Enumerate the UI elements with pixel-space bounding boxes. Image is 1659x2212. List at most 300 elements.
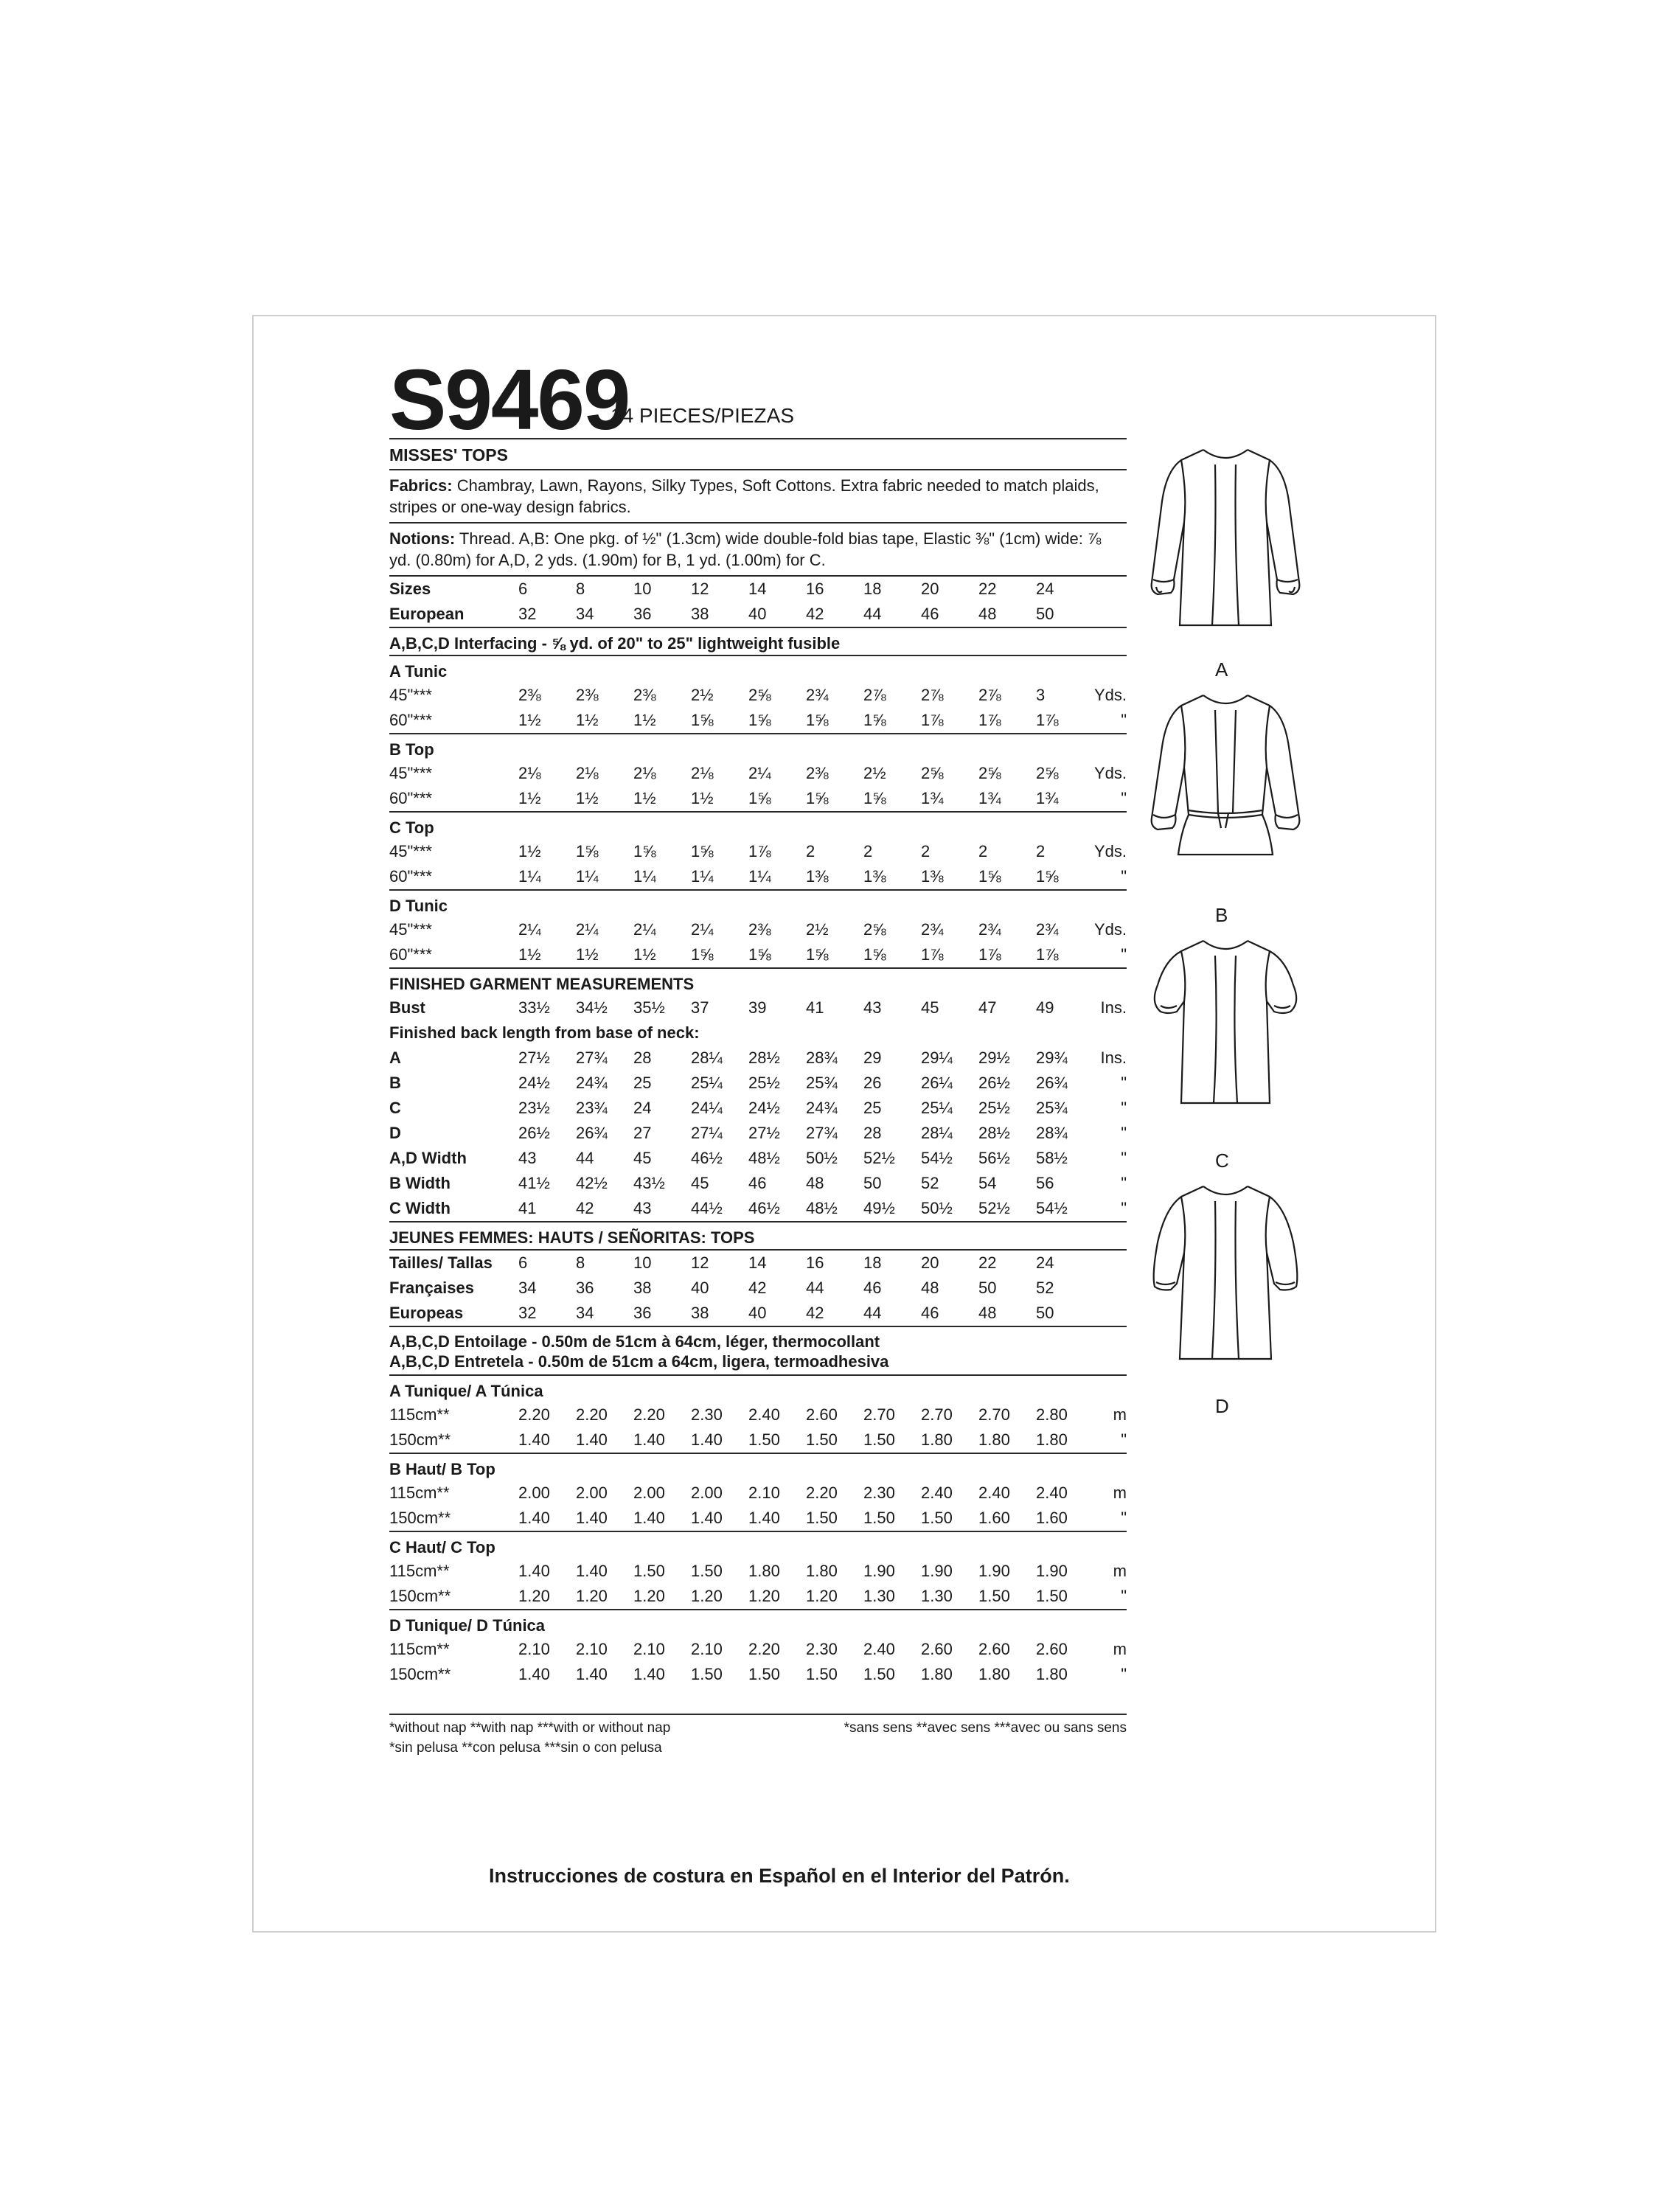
top-c-illustration bbox=[1135, 926, 1316, 1147]
size-value-cell: 2⅛ bbox=[576, 764, 599, 782]
row-label: 115cm** bbox=[389, 1640, 450, 1658]
size-value-cell: 1.40 bbox=[576, 1665, 608, 1683]
size-value-cell: 16 bbox=[806, 1253, 824, 1272]
size-value-cell: 1¼ bbox=[691, 867, 714, 886]
size-value-cell: 40 bbox=[748, 605, 767, 623]
size-value-cell: 2¼ bbox=[576, 920, 599, 939]
footnote-french: *sans sens **avec sens ***avec ou sans sens bbox=[844, 1720, 1127, 1736]
size-value-cell: 2.40 bbox=[748, 1405, 780, 1424]
unit-cell: Yds. bbox=[1093, 764, 1127, 782]
unit-cell bbox=[1093, 1276, 1127, 1301]
unit-cell bbox=[1093, 1251, 1127, 1276]
size-value-cell: 10 bbox=[633, 1253, 652, 1272]
size-value-cell: 1.80 bbox=[748, 1562, 780, 1580]
size-value-cell: 23½ bbox=[518, 1099, 550, 1117]
size-value-cell: 1½ bbox=[576, 711, 599, 729]
size-value-cell: 1.80 bbox=[806, 1562, 838, 1580]
size-value-cell: 1¾ bbox=[921, 789, 944, 807]
size-value-cell: 1½ bbox=[518, 945, 541, 964]
yardage-row bbox=[389, 942, 1127, 967]
size-value-cell: 2⅛ bbox=[518, 764, 541, 782]
entoilage-note: A,B,C,D Entoilage - 0.50m de 51cm à 64cm, léger, thermocollant bbox=[389, 1332, 880, 1351]
size-value-cell: 2⅜ bbox=[518, 686, 541, 704]
view-c-drawing bbox=[1135, 926, 1316, 1172]
size-value-cell: 1.40 bbox=[691, 1509, 723, 1527]
size-value-cell: 34 bbox=[576, 605, 594, 623]
size-value-cell: 1.50 bbox=[863, 1509, 895, 1527]
row-label: 115cm** bbox=[389, 1484, 450, 1502]
unit-cell: Yds. bbox=[1093, 842, 1127, 860]
francaises-row bbox=[389, 1276, 1127, 1301]
row-label: 60"*** bbox=[389, 789, 432, 807]
size-value-cell: 8 bbox=[576, 1253, 585, 1272]
size-value-cell: 27½ bbox=[518, 1048, 550, 1067]
size-value-cell: 2½ bbox=[863, 764, 886, 782]
size-value-cell: 22 bbox=[978, 1253, 997, 1272]
size-value-cell: 1.50 bbox=[748, 1430, 780, 1449]
size-value-cell: 1.30 bbox=[921, 1587, 953, 1605]
size-value-cell: 2.60 bbox=[921, 1640, 953, 1658]
view-drawings bbox=[1135, 435, 1316, 1417]
size-value-cell: 2 bbox=[806, 842, 815, 860]
size-value-cell: 54 bbox=[978, 1174, 997, 1192]
size-value-cell: 1½ bbox=[518, 711, 541, 729]
size-value-cell: 2.20 bbox=[576, 1405, 608, 1424]
size-value-cell: 1⅝ bbox=[691, 842, 714, 860]
size-value-cell: 1.50 bbox=[691, 1562, 723, 1580]
size-value-cell: 2⅞ bbox=[921, 686, 944, 704]
size-value-cell: 48 bbox=[921, 1279, 939, 1297]
size-value-cell: 26¾ bbox=[1036, 1074, 1068, 1092]
size-value-cell: 26½ bbox=[518, 1124, 550, 1142]
size-value-cell: 24 bbox=[633, 1099, 652, 1117]
back-length-title-row bbox=[389, 1020, 1127, 1046]
yardage-row bbox=[389, 917, 1127, 942]
size-value-cell: 1¾ bbox=[978, 789, 1001, 807]
size-value-cell: 2.20 bbox=[518, 1405, 550, 1424]
size-value-cell: 42 bbox=[748, 1279, 767, 1297]
size-value-cell: 25¼ bbox=[921, 1099, 953, 1117]
size-value-cell: 38 bbox=[633, 1279, 652, 1297]
fabrics-label: Fabrics: bbox=[389, 476, 453, 495]
yardage-row bbox=[389, 864, 1127, 889]
row-label: 115cm** bbox=[389, 1562, 450, 1580]
row-label: 150cm** bbox=[389, 1587, 451, 1605]
size-value-cell: 2.20 bbox=[748, 1640, 780, 1658]
size-value-cell: 1.90 bbox=[978, 1562, 1010, 1580]
size-value-cell: 28¼ bbox=[691, 1048, 723, 1067]
view-c-yardage bbox=[389, 839, 1127, 889]
measurement-row bbox=[389, 1046, 1127, 1071]
tallas-table bbox=[389, 1251, 1127, 1326]
size-value-cell: 28 bbox=[633, 1048, 652, 1067]
size-value-cell: 6 bbox=[518, 1253, 528, 1272]
row-label: 45"*** bbox=[389, 920, 432, 939]
view-d-drawing bbox=[1135, 1172, 1316, 1417]
interfacing-note: A,B,C,D Interfacing - ⅝ yd. of 20" to 25" lightweight fusible bbox=[389, 634, 841, 653]
size-value-cell: 1.80 bbox=[921, 1665, 953, 1683]
size-value-cell: 12 bbox=[691, 1253, 709, 1272]
measurement-row bbox=[389, 1096, 1127, 1121]
size-value-cell: 25¾ bbox=[1036, 1099, 1068, 1117]
size-value-cell: 2.30 bbox=[863, 1484, 895, 1502]
size-value-cell: 2.10 bbox=[691, 1640, 723, 1658]
size-value-cell: 25 bbox=[633, 1074, 652, 1092]
unit-cell: m bbox=[1113, 1405, 1127, 1424]
size-value-cell: 50 bbox=[1036, 605, 1054, 623]
notions-block bbox=[389, 524, 1127, 575]
size-value-cell: 28½ bbox=[978, 1124, 1010, 1142]
size-value-cell: 24 bbox=[1036, 1253, 1054, 1272]
footnotes bbox=[389, 1715, 1127, 1738]
size-value-cell: 26½ bbox=[978, 1074, 1010, 1092]
view-c-metric-yardage bbox=[389, 1559, 1127, 1609]
size-value-cell: 2⅞ bbox=[978, 686, 1001, 704]
row-label: Bust bbox=[389, 998, 425, 1017]
size-value-cell: 1.30 bbox=[863, 1587, 895, 1605]
yardage-row bbox=[389, 683, 1127, 708]
size-value-cell: 1¼ bbox=[748, 867, 771, 886]
size-value-cell: 2⅝ bbox=[863, 920, 886, 939]
row-label: 150cm** bbox=[389, 1430, 451, 1449]
row-label: 45"*** bbox=[389, 764, 432, 782]
size-value-cell: 2.30 bbox=[691, 1405, 723, 1424]
notions-label: Notions: bbox=[389, 529, 456, 548]
size-value-cell: 1.90 bbox=[1036, 1562, 1068, 1580]
view-c-metric-title: C Haut/ C Top bbox=[389, 1538, 495, 1557]
size-value-cell: 2.10 bbox=[748, 1484, 780, 1502]
row-label: Sizes bbox=[389, 580, 431, 598]
view-d-title: D Tunic bbox=[389, 897, 448, 915]
size-value-cell: 1.60 bbox=[978, 1509, 1010, 1527]
size-value-cell: 48 bbox=[806, 1174, 824, 1192]
measurement-row bbox=[389, 1196, 1127, 1221]
size-value-cell: 28¾ bbox=[1036, 1124, 1068, 1142]
view-d-metric-yardage bbox=[389, 1637, 1127, 1687]
size-value-cell: 2 bbox=[921, 842, 931, 860]
size-value-cell: 2 bbox=[1036, 842, 1046, 860]
size-value-cell: 2¾ bbox=[978, 920, 1001, 939]
yardage-row bbox=[389, 786, 1127, 811]
size-value-cell: 1.80 bbox=[978, 1430, 1010, 1449]
size-value-cell: 43½ bbox=[633, 1174, 665, 1192]
size-value-cell: 2⅛ bbox=[691, 764, 714, 782]
size-value-cell: 27¾ bbox=[576, 1048, 608, 1067]
size-value-cell: 2½ bbox=[806, 920, 829, 939]
row-label: B Width bbox=[389, 1174, 451, 1192]
unit-cell: " bbox=[1121, 1124, 1127, 1142]
size-value-cell: 48½ bbox=[806, 1199, 838, 1217]
size-value-cell: 14 bbox=[748, 580, 767, 598]
size-value-cell: 41 bbox=[518, 1199, 537, 1217]
view-b-label: B bbox=[1215, 904, 1228, 926]
size-value-cell: 29¾ bbox=[1036, 1048, 1068, 1067]
size-value-cell: 18 bbox=[863, 580, 882, 598]
size-value-cell: 28 bbox=[863, 1124, 882, 1142]
size-value-cell: 41 bbox=[806, 998, 824, 1017]
entretela-note: A,B,C,D Entretela - 0.50m de 51cm a 64cm, ligera, termoadhesiva bbox=[389, 1352, 889, 1371]
size-value-cell: 38 bbox=[691, 1304, 709, 1322]
row-label: 60"*** bbox=[389, 945, 432, 964]
size-value-cell: 1⅝ bbox=[863, 945, 886, 964]
size-value-cell: 2.20 bbox=[806, 1484, 838, 1502]
row-label: European bbox=[389, 605, 465, 623]
size-value-cell: 34 bbox=[518, 1279, 537, 1297]
yardage-row bbox=[389, 761, 1127, 786]
unit-cell: " bbox=[1121, 1587, 1127, 1605]
size-value-cell: 27¾ bbox=[806, 1124, 838, 1142]
footnotes-spanish bbox=[389, 1738, 1127, 1758]
size-value-cell: 52 bbox=[921, 1174, 939, 1192]
view-a-drawing bbox=[1135, 435, 1316, 681]
view-b-metric-yardage bbox=[389, 1481, 1127, 1531]
size-value-cell: 1.40 bbox=[633, 1509, 665, 1527]
size-value-cell: 1.90 bbox=[863, 1562, 895, 1580]
unit-cell: " bbox=[1121, 1099, 1127, 1117]
size-value-cell: 44 bbox=[806, 1279, 824, 1297]
size-value-cell: 48 bbox=[978, 605, 997, 623]
size-value-cell: 27 bbox=[633, 1124, 652, 1142]
size-value-cell: 2.40 bbox=[863, 1640, 895, 1658]
size-value-cell: 25 bbox=[863, 1099, 882, 1117]
unit-cell: " bbox=[1121, 711, 1127, 729]
size-value-cell: 1.80 bbox=[978, 1665, 1010, 1683]
size-value-cell: 45 bbox=[691, 1174, 709, 1192]
row-label: Tailles/ Tallas bbox=[389, 1253, 493, 1272]
row-label: Françaises bbox=[389, 1279, 474, 1297]
size-value-cell: 2¾ bbox=[921, 920, 944, 939]
size-value-cell: 1.20 bbox=[576, 1587, 608, 1605]
view-c-label: C bbox=[1215, 1150, 1229, 1172]
size-value-cell: 1½ bbox=[633, 945, 656, 964]
sizes-row bbox=[389, 577, 1127, 602]
size-value-cell: 1.80 bbox=[1036, 1665, 1068, 1683]
unit-cell: Yds. bbox=[1093, 686, 1127, 704]
size-value-cell: 42 bbox=[806, 1304, 824, 1322]
size-value-cell: 1.50 bbox=[978, 1587, 1010, 1605]
size-value-cell: 2¾ bbox=[1036, 920, 1059, 939]
size-value-cell: 1¼ bbox=[633, 867, 656, 886]
row-label: 150cm** bbox=[389, 1665, 451, 1683]
size-value-cell: 37 bbox=[691, 998, 709, 1017]
size-value-cell: 1⅜ bbox=[921, 867, 944, 886]
size-value-cell: 1.50 bbox=[691, 1665, 723, 1683]
size-value-cell: 1.60 bbox=[1036, 1509, 1068, 1527]
unit-cell bbox=[1093, 602, 1127, 627]
unit-cell: " bbox=[1121, 1665, 1127, 1683]
size-value-cell: 27¼ bbox=[691, 1124, 723, 1142]
size-value-cell: 1.40 bbox=[518, 1430, 550, 1449]
size-value-cell: 42 bbox=[576, 1199, 594, 1217]
view-a-label: A bbox=[1215, 658, 1228, 681]
size-value-cell: 2.00 bbox=[633, 1484, 665, 1502]
size-value-cell: 28½ bbox=[748, 1048, 780, 1067]
section-title-misses-tops: MISSES' TOPS bbox=[389, 445, 508, 465]
size-value-cell: 10 bbox=[633, 580, 652, 598]
size-value-cell: 1⅝ bbox=[863, 789, 886, 807]
size-value-cell: 25½ bbox=[748, 1074, 780, 1092]
size-value-cell: 1.40 bbox=[691, 1430, 723, 1449]
unit-cell: " bbox=[1121, 1509, 1127, 1527]
size-value-cell: 49½ bbox=[863, 1199, 895, 1217]
yardage-row bbox=[389, 1402, 1127, 1427]
size-value-cell: 2.20 bbox=[633, 1405, 665, 1424]
size-value-cell: 32 bbox=[518, 605, 537, 623]
size-value-cell: 1.40 bbox=[576, 1562, 608, 1580]
row-label: 150cm** bbox=[389, 1509, 451, 1527]
size-value-cell: 1⅝ bbox=[806, 711, 829, 729]
size-value-cell: 46 bbox=[921, 605, 939, 623]
size-value-cell: 1½ bbox=[518, 789, 541, 807]
view-b-yardage bbox=[389, 761, 1127, 811]
size-value-cell: 45 bbox=[633, 1149, 652, 1167]
size-value-cell: 1.50 bbox=[806, 1430, 838, 1449]
unit-cell bbox=[1093, 1301, 1127, 1326]
row-label: A,D Width bbox=[389, 1149, 467, 1167]
size-value-cell: 48½ bbox=[748, 1149, 780, 1167]
size-value-cell: 2.40 bbox=[921, 1484, 953, 1502]
size-value-cell: 46½ bbox=[748, 1199, 780, 1217]
size-value-cell: 1½ bbox=[633, 789, 656, 807]
measurement-row bbox=[389, 1171, 1127, 1196]
top-b-illustration bbox=[1135, 681, 1316, 902]
size-value-cell: 1.40 bbox=[518, 1665, 550, 1683]
unit-cell: m bbox=[1113, 1640, 1127, 1658]
size-value-cell: 20 bbox=[921, 580, 939, 598]
size-value-cell: 1⅞ bbox=[748, 842, 771, 860]
size-value-cell: 27½ bbox=[748, 1124, 780, 1142]
size-value-cell: 50 bbox=[978, 1279, 997, 1297]
size-value-cell: 1½ bbox=[576, 789, 599, 807]
size-value-cell: 1¾ bbox=[1036, 789, 1059, 807]
size-value-cell: 2⅛ bbox=[633, 764, 656, 782]
size-value-cell: 50 bbox=[863, 1174, 882, 1192]
yardage-row bbox=[389, 1584, 1127, 1609]
size-value-cell: 24 bbox=[1036, 580, 1054, 598]
size-value-cell: 39 bbox=[748, 998, 767, 1017]
unit-cell: " bbox=[1121, 945, 1127, 964]
size-value-cell: 56 bbox=[1036, 1174, 1054, 1192]
footnote-spanish: *sin pelusa **con pelusa ***sin o con pelusa bbox=[389, 1740, 662, 1756]
size-value-cell: 36 bbox=[633, 605, 652, 623]
size-value-cell: 36 bbox=[633, 1304, 652, 1322]
unit-cell: " bbox=[1121, 1074, 1127, 1092]
size-value-cell: 1⅞ bbox=[1036, 945, 1059, 964]
size-value-cell: 26¾ bbox=[576, 1124, 608, 1142]
yardage-row bbox=[389, 708, 1127, 733]
section-title-jeunes-femmes: JEUNES FEMMES: HAUTS / SEÑORITAS: TOPS bbox=[389, 1228, 755, 1247]
unit-cell: Ins. bbox=[1100, 998, 1127, 1017]
size-value-cell: 54½ bbox=[921, 1149, 953, 1167]
yardage-row bbox=[389, 1559, 1127, 1584]
size-value-cell: 1½ bbox=[576, 945, 599, 964]
size-value-cell: 1¼ bbox=[576, 867, 599, 886]
finished-measurements-table bbox=[389, 995, 1127, 1221]
size-value-cell: 2⅜ bbox=[806, 764, 829, 782]
size-value-cell: 44 bbox=[863, 605, 882, 623]
row-label: Finished back length from base of neck: bbox=[389, 1023, 700, 1042]
yardage-row bbox=[389, 1662, 1127, 1687]
size-value-cell: 2.60 bbox=[1036, 1640, 1068, 1658]
unit-cell: Yds. bbox=[1093, 920, 1127, 939]
size-value-cell: 49 bbox=[1036, 998, 1054, 1017]
size-value-cell: 50½ bbox=[806, 1149, 838, 1167]
size-value-cell: 52½ bbox=[978, 1199, 1010, 1217]
size-value-cell: 2⅜ bbox=[633, 686, 656, 704]
tallas-row bbox=[389, 1251, 1127, 1276]
fabrics-text: Chambray, Lawn, Rayons, Silky Types, Soft Cottons. Extra fabric needed to match plaids, stripes or one-way design fabrics. bbox=[389, 476, 1099, 516]
size-value-cell: 8 bbox=[576, 580, 585, 598]
size-value-cell: 1.50 bbox=[863, 1665, 895, 1683]
size-value-cell: 1.40 bbox=[518, 1509, 550, 1527]
size-value-cell: 1½ bbox=[518, 842, 541, 860]
size-value-cell: 44½ bbox=[691, 1199, 723, 1217]
size-value-cell: 1.40 bbox=[518, 1562, 550, 1580]
row-label: 45"*** bbox=[389, 686, 432, 704]
header bbox=[389, 352, 1127, 448]
size-value-cell: 1⅜ bbox=[863, 867, 886, 886]
size-value-cell: 40 bbox=[748, 1304, 767, 1322]
size-value-cell: 1.20 bbox=[748, 1587, 780, 1605]
size-value-cell: 1⅝ bbox=[748, 789, 771, 807]
size-value-cell: 33½ bbox=[518, 998, 550, 1017]
size-value-cell: 1⅞ bbox=[921, 711, 944, 729]
size-value-cell: 1⅜ bbox=[806, 867, 829, 886]
size-value-cell: 2.70 bbox=[863, 1405, 895, 1424]
size-value-cell: 40 bbox=[691, 1279, 709, 1297]
size-value-cell: 1.50 bbox=[921, 1509, 953, 1527]
row-label: B bbox=[389, 1074, 401, 1092]
size-value-cell: 1.80 bbox=[921, 1430, 953, 1449]
row-label: 115cm** bbox=[389, 1405, 450, 1424]
measurement-row bbox=[389, 1121, 1127, 1146]
view-a-yardage bbox=[389, 683, 1127, 733]
sizes-table bbox=[389, 577, 1127, 627]
size-value-cell: 24½ bbox=[518, 1074, 550, 1092]
size-value-cell: 25¾ bbox=[806, 1074, 838, 1092]
pattern-envelope-back bbox=[389, 352, 1127, 1758]
size-value-cell: 2.60 bbox=[806, 1405, 838, 1424]
size-value-cell: 2.80 bbox=[1036, 1405, 1068, 1424]
size-value-cell: 41½ bbox=[518, 1174, 550, 1192]
size-value-cell: 1⅞ bbox=[978, 711, 1001, 729]
view-d-label: D bbox=[1215, 1395, 1229, 1417]
size-value-cell: 2 bbox=[863, 842, 873, 860]
size-value-cell: 24¾ bbox=[806, 1099, 838, 1117]
size-value-cell: 1¼ bbox=[518, 867, 541, 886]
size-value-cell: 1.40 bbox=[633, 1665, 665, 1683]
size-value-cell: 2¼ bbox=[748, 764, 771, 782]
row-label: Europeas bbox=[389, 1304, 464, 1322]
size-value-cell: 2.70 bbox=[921, 1405, 953, 1424]
size-value-cell: 1⅞ bbox=[1036, 711, 1059, 729]
size-value-cell: 2⅞ bbox=[863, 686, 886, 704]
size-value-cell: 14 bbox=[748, 1253, 767, 1272]
row-label: A bbox=[389, 1048, 401, 1067]
size-value-cell: 54½ bbox=[1036, 1199, 1068, 1217]
size-value-cell: 1⅞ bbox=[978, 945, 1001, 964]
size-value-cell: 1.40 bbox=[748, 1509, 780, 1527]
unit-cell: " bbox=[1121, 1430, 1127, 1449]
size-value-cell: 2¼ bbox=[518, 920, 541, 939]
size-value-cell: 1.20 bbox=[691, 1587, 723, 1605]
size-value-cell: 1⅝ bbox=[633, 842, 656, 860]
pieces-count: 14 PIECES/PIEZAS bbox=[611, 404, 794, 427]
size-value-cell: 1.50 bbox=[748, 1665, 780, 1683]
european-sizes-row bbox=[389, 602, 1127, 627]
size-value-cell: 35½ bbox=[633, 998, 665, 1017]
size-value-cell: 1½ bbox=[633, 711, 656, 729]
